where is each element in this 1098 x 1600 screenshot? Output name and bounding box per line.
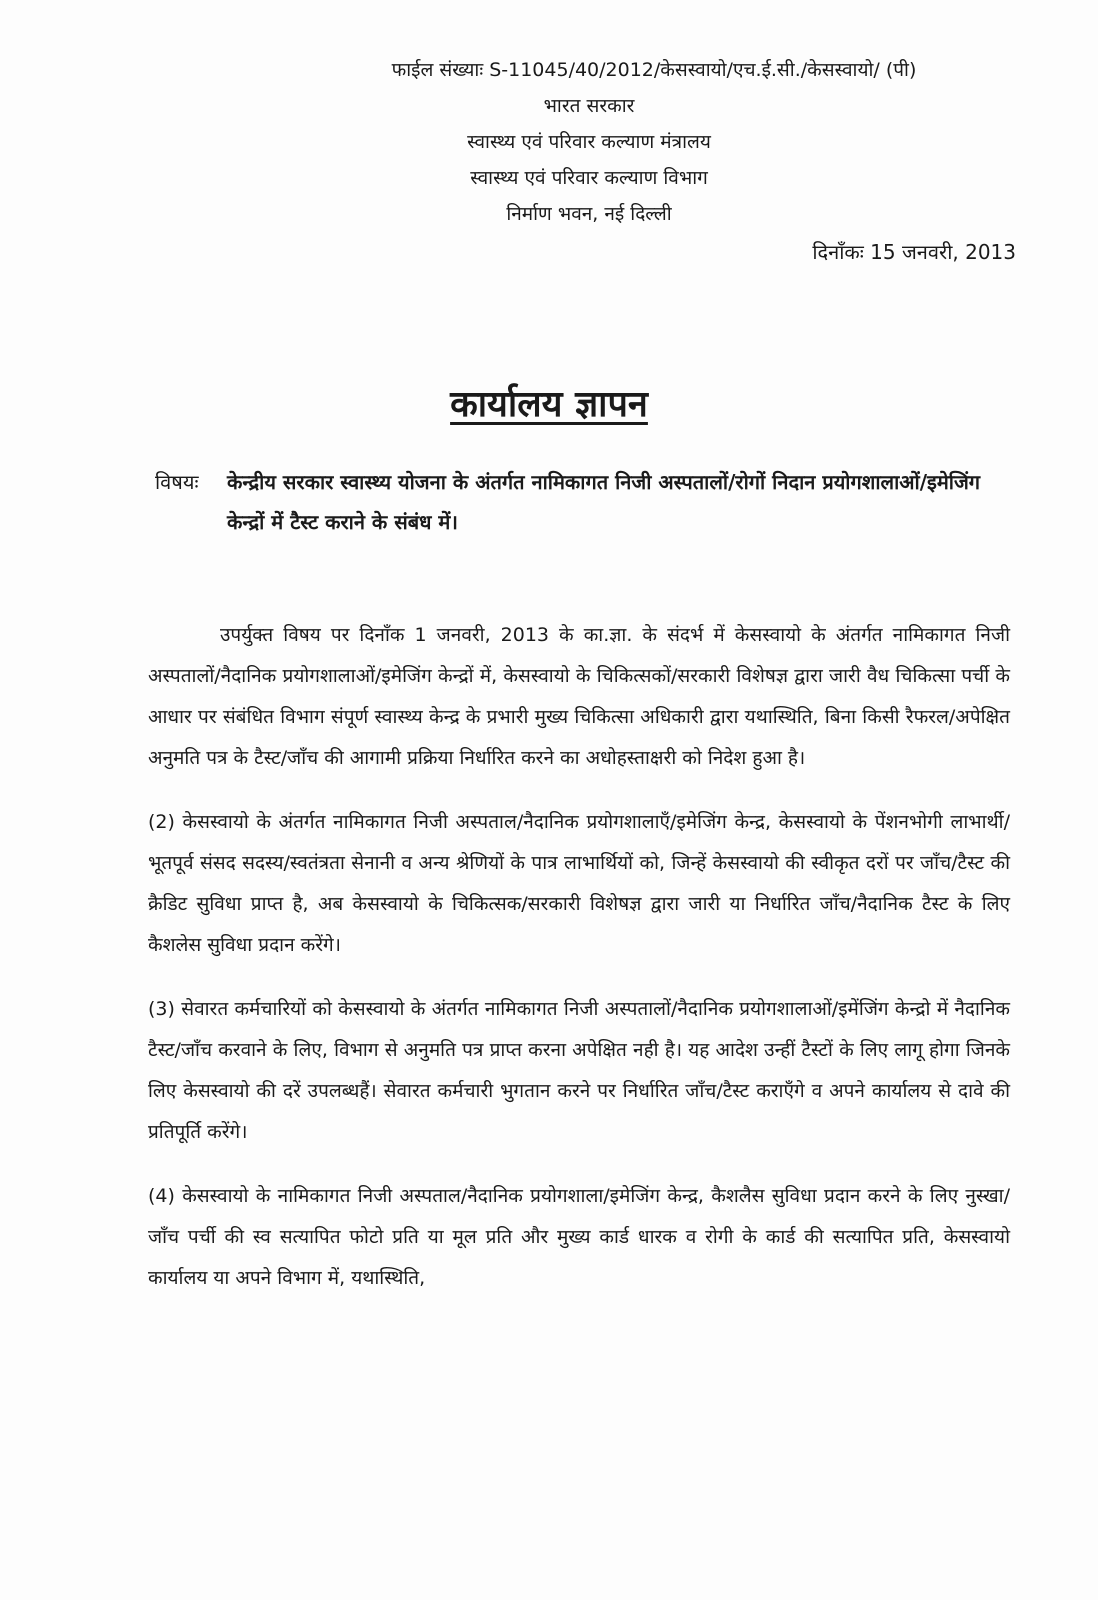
subject-text: केन्द्रीय सरकार स्वास्थ्य योजना के अंतर्गत नामिकागत निजी अस्पतालों/रोगों निदान प्रयोगशालाओं/इमेजिंग केन्द्रों में टैस्ट कराने के संबंध में। bbox=[227, 470, 981, 534]
letterhead bbox=[0, 52, 1098, 232]
subject-label: विषयः bbox=[155, 470, 199, 494]
office-address: निर्माण भवन, नई दिल्ली bbox=[506, 203, 672, 225]
paragraph-4: (4) केसस्वायो के नामिकागत निजी अस्पताल/नैदानिक प्रयोगशाला/इमेजिंग केन्द्र, कैशलैस सुविधा प्रदान करने के लिए नुस्खा/जाँच पर्ची की स्व सत्यापित फोटो प्रति या मूल प्रति और मुख्य कार्ड धारक व रोगी के कार्ड की सत्यापित प्रति, केसस्वायो कार्यालय या अपने विभाग में, यथास्थिति, bbox=[148, 1185, 1010, 1289]
paragraph-2: (2) केसस्वायो के अंतर्गत नामिकागत निजी अस्पताल/नैदानिक प्रयोगशालाएँ/इमेजिंग केन्द्र, केसस्वायो के पेंशनभोगी लाभार्थी/भूतपूर्व संसद सदस्य/स्वतंत्रता सेनानी व अन्य श्रेणियों के पात्र लाभार्थियों को, जिन्हें केसस्वायो की स्वीकृत दरों पर जाँच/टैस्ट की क्रैडिट सुविधा प्राप्त है, अब केसस्वायो के चिकित्सक/सरकारी विशेषज्ञ द्वारा जारी या निर्धारित जाँच/नैदानिक टैस्ट के लिए कैशलेस सुविधा प्रदान करेंगे। bbox=[148, 811, 1010, 956]
paragraph-3: (3) सेवारत कर्मचारियों को केसस्वायो के अंतर्गत नामिकागत निजी अस्पतालों/नैदानिक प्रयोगशालाओं/इमेंजिंग केन्द्रो में नैदानिक टैस्ट/जाँच करवाने के लिए, विभाग से अनुमति पत्र प्राप्त करना अपेक्षित नही है। यह आदेश उन्हीं टैस्टों के लिए लागू होगा जिनके लिए केसस्वायो की दरें उपलब्धहैं। सेवारत कर्मचारी भुगतान करने पर निर्धारित जाँच/टैस्ट कराएँगे व अपने कार्यालय से दावे की प्रतिपूर्ति करेंगे। bbox=[148, 998, 1010, 1143]
ministry-name: स्वास्थ्य एवं परिवार कल्याण मंत्रालय bbox=[467, 131, 711, 153]
document-title: कार्यालय ज्ञापन bbox=[450, 384, 648, 425]
paragraph-1: उपर्युक्त विषय पर दिनाँक 1 जनवरी, 2013 के का.ज्ञा. के संदर्भ में केसस्वायो के अंतर्गत नामिकागत निजी अस्पतालों/नैदानिक प्रयोगशालाओं/इमेजिंग केन्द्रों में, केसस्वायो के चिकित्सकों/सरकारी विशेषज्ञ द्वारा जारी वैध चिकित्सा पर्ची के आधार पर संबंधित विभाग संपूर्ण स्वास्थ्य केन्द्र के प्रभारी मुख्य चिकित्सा अधिकारी द्वारा यथास्थिति, बिना किसी रैफरल/अपेक्षित अनुमति पत्र के टैस्ट/जाँच की आगामी प्रक्रिया निर्धारित करने का अधोहस्ताक्षरी को निदेश हुआ है। bbox=[148, 624, 1010, 769]
government-name: भारत सरकार bbox=[543, 95, 635, 117]
memo-body bbox=[148, 615, 1010, 1322]
file-number: फाईल संख्याः S-11045/40/2012/केसस्वायो/एच.ई.सी./केसस्वायो/ (पी) bbox=[391, 59, 917, 81]
department-name: स्वास्थ्य एवं परिवार कल्याण विभाग bbox=[470, 167, 708, 189]
subject-block bbox=[155, 462, 1015, 542]
document-date: दिनाँकः 15 जनवरी, 2013 bbox=[812, 240, 1016, 264]
